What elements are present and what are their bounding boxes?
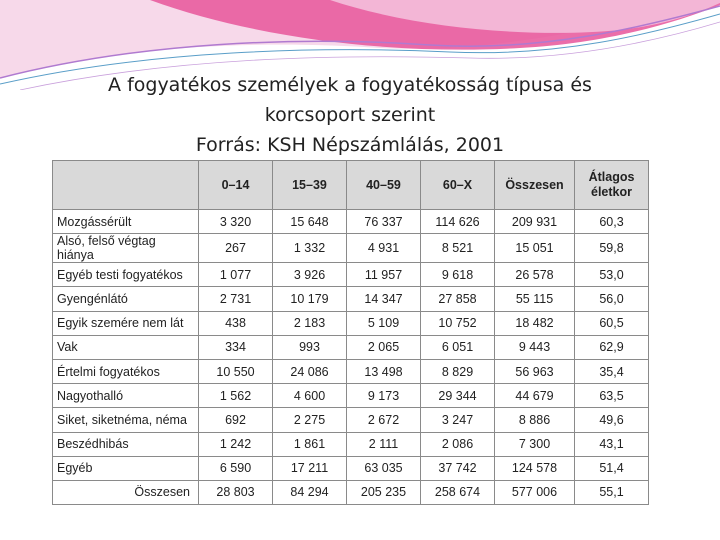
table-cell: 59,8: [575, 234, 649, 263]
row-label: Alsó, felső végtag hiánya: [53, 234, 199, 263]
table-cell: 1 861: [273, 432, 347, 456]
table-cell: 37 742: [421, 456, 495, 480]
table-row: [53, 210, 649, 234]
table-cell: 2 086: [421, 432, 495, 456]
table-cell: 10 752: [421, 311, 495, 335]
table-cell: 76 337: [347, 210, 421, 234]
table-cell: 2 672: [347, 408, 421, 432]
table-cell: 29 344: [421, 384, 495, 408]
table-cell: 1 332: [273, 234, 347, 263]
table-cell: 27 858: [421, 287, 495, 311]
table-cell: 3 247: [421, 408, 495, 432]
table-row: [53, 384, 649, 408]
table-cell: 993: [273, 335, 347, 359]
table-cell: 334: [199, 335, 273, 359]
table-cell: 2 275: [273, 408, 347, 432]
table-container: [52, 160, 652, 500]
table-cell: 26 578: [495, 263, 575, 287]
table-header-row: [53, 161, 649, 210]
table-cell: 8 521: [421, 234, 495, 263]
table-cell: 11 957: [347, 263, 421, 287]
table-cell: 9 618: [421, 263, 495, 287]
table-cell: 267: [199, 234, 273, 263]
table-cell: 6 051: [421, 335, 495, 359]
row-label: Vak: [53, 335, 199, 359]
table-cell: 44 679: [495, 384, 575, 408]
table-row: [53, 234, 649, 263]
row-label: Nagyothalló: [53, 384, 199, 408]
column-header: Összesen: [495, 161, 575, 210]
table-cell: 56,0: [575, 287, 649, 311]
table-cell: 60,3: [575, 210, 649, 234]
table-cell: 4 931: [347, 234, 421, 263]
row-label: Egyik szemére nem lát: [53, 311, 199, 335]
table-cell: 51,4: [575, 456, 649, 480]
table-cell: 438: [199, 311, 273, 335]
table-cell: 114 626: [421, 210, 495, 234]
table-row: [53, 408, 649, 432]
table-cell: 3 926: [273, 263, 347, 287]
row-label: Mozgássérült: [53, 210, 199, 234]
table-cell: 1 562: [199, 384, 273, 408]
title-line-2: Forrás: KSH Népszámlálás, 2001: [195, 134, 505, 156]
table-cell: 60,5: [575, 311, 649, 335]
table-cell: 9 443: [495, 335, 575, 359]
table-cell: 4 600: [273, 384, 347, 408]
row-label: Gyengénlátó: [53, 287, 199, 311]
table-cell: 13 498: [347, 359, 421, 383]
total-cell: 577 006: [495, 480, 575, 504]
table-total-row: [53, 480, 649, 504]
row-label: Siket, siketnéma, néma: [53, 408, 199, 432]
table-cell: 209 931: [495, 210, 575, 234]
table-cell: 15 051: [495, 234, 575, 263]
table-cell: 8 829: [421, 359, 495, 383]
column-header: 15–39: [273, 161, 347, 210]
total-label: Összesen: [53, 480, 199, 504]
total-cell: 55,1: [575, 480, 649, 504]
table-cell: 1 242: [199, 432, 273, 456]
table-cell: 55 115: [495, 287, 575, 311]
column-header: Átlagos életkor: [575, 161, 649, 210]
total-cell: 205 235: [347, 480, 421, 504]
table-cell: 18 482: [495, 311, 575, 335]
table-cell: 2 111: [347, 432, 421, 456]
table-cell: 6 590: [199, 456, 273, 480]
table-cell: 124 578: [495, 456, 575, 480]
total-cell: 28 803: [199, 480, 273, 504]
table-cell: 9 173: [347, 384, 421, 408]
table-row: [53, 311, 649, 335]
table-cell: 10 550: [199, 359, 273, 383]
slide-title: [60, 70, 640, 160]
table-cell: 7 300: [495, 432, 575, 456]
table-row: [53, 432, 649, 456]
column-header: 0–14: [199, 161, 273, 210]
table-cell: 53,0: [575, 263, 649, 287]
total-cell: 258 674: [421, 480, 495, 504]
table-cell: 14 347: [347, 287, 421, 311]
table-row: [53, 263, 649, 287]
table-cell: 49,6: [575, 408, 649, 432]
row-label: Beszédhibás: [53, 432, 199, 456]
disability-table: [52, 160, 649, 505]
table-cell: 56 963: [495, 359, 575, 383]
table-cell: 63,5: [575, 384, 649, 408]
column-header: 40–59: [347, 161, 421, 210]
row-label: Egyéb testi fogyatékos: [53, 263, 199, 287]
table-row: [53, 335, 649, 359]
table-cell: 10 179: [273, 287, 347, 311]
table-cell: 17 211: [273, 456, 347, 480]
table-body: [53, 210, 649, 505]
column-header: 60–X: [421, 161, 495, 210]
table-cell: 43,1: [575, 432, 649, 456]
title-line-1: A fogyatékos személyek a fogyatékosság típusa és korcsoport szerint: [108, 74, 592, 126]
table-cell: 35,4: [575, 359, 649, 383]
total-cell: 84 294: [273, 480, 347, 504]
table-cell: 15 648: [273, 210, 347, 234]
table-cell: 2 183: [273, 311, 347, 335]
row-label: Egyéb: [53, 456, 199, 480]
table-cell: 24 086: [273, 359, 347, 383]
row-label: Értelmi fogyatékos: [53, 359, 199, 383]
table-row: [53, 287, 649, 311]
table-cell: 8 886: [495, 408, 575, 432]
table-cell: 3 320: [199, 210, 273, 234]
table-cell: 2 065: [347, 335, 421, 359]
table-cell: 62,9: [575, 335, 649, 359]
table-row: [53, 359, 649, 383]
table-cell: 692: [199, 408, 273, 432]
table-cell: 63 035: [347, 456, 421, 480]
table-cell: 5 109: [347, 311, 421, 335]
table-cell: 2 731: [199, 287, 273, 311]
table-row: [53, 456, 649, 480]
column-header: [53, 161, 199, 210]
table-cell: 1 077: [199, 263, 273, 287]
